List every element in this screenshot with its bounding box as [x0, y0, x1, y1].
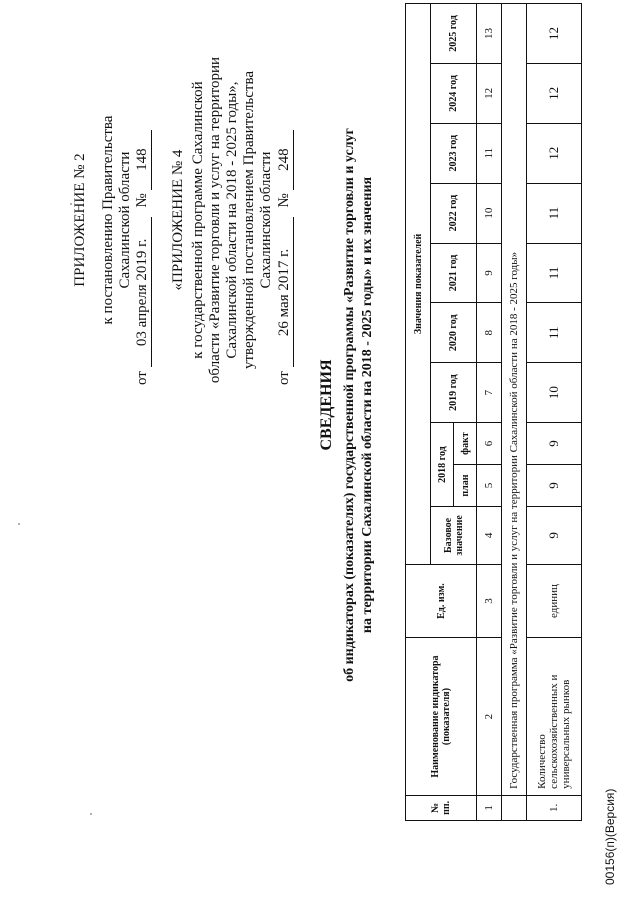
document-subtitle-line1: об индикаторах (показателях) государственной программы «Развитие торговли и услуг [342, 128, 357, 682]
number-label: № [276, 193, 292, 208]
header-year: 2019 год [431, 363, 477, 423]
appendix-line2: Сахалинской области [117, 151, 133, 289]
column-number: 11 [477, 123, 502, 183]
row-value-year: 10 [527, 363, 582, 423]
from-label: от [276, 371, 292, 385]
column-number-row [477, 4, 502, 821]
column-number: 9 [477, 243, 502, 303]
footer-stamp: 00156(п)(Версия) [603, 788, 617, 885]
header-values-group: Значения показателей [406, 4, 431, 565]
attachment-line5: Сахалинской области [258, 151, 274, 289]
header-year: 2020 год [431, 303, 477, 363]
row-value-year: 12 [527, 63, 582, 123]
attachment-title: «ПРИЛОЖЕНИЕ № 4 [170, 149, 186, 291]
table-row [527, 4, 582, 821]
column-number: 4 [477, 507, 502, 565]
header-plan: план [454, 465, 477, 507]
attachment-line2: области «Развитие торговли и услуг на территории [207, 56, 223, 384]
column-number: 6 [477, 423, 502, 465]
from-label: от [134, 371, 150, 385]
header-year: 2024 год [431, 63, 477, 123]
row-value-year: 12 [527, 123, 582, 183]
attachment-line1: к государственной программе Сахалинской [190, 81, 206, 359]
program-row-empty [502, 795, 527, 820]
attachment-number: 248 [276, 130, 294, 190]
header-num: № пп. [406, 795, 477, 820]
attachment-line4: утвержденной постановлением Правительства [241, 70, 257, 370]
appendix-line1: к постановлению Правительства [100, 115, 116, 325]
appendix-date-line [134, 55, 152, 385]
appendix-date: 03 апреля 2019 г. [134, 217, 152, 367]
header-name: Наименование индикатора (показателя) [406, 638, 477, 796]
column-number: 13 [477, 4, 502, 64]
program-title: Государственная программа «Развитие торговли и услуг на территории Сахалинской области на 2018 - 2025 годы» [502, 4, 527, 796]
column-number: 3 [477, 564, 502, 638]
row-value-fact: 9 [527, 423, 582, 465]
indicators-table [405, 3, 582, 821]
row-value-year: 11 [527, 303, 582, 363]
column-number: 8 [477, 303, 502, 363]
column-number: 5 [477, 465, 502, 507]
header-unit: Ед. изм. [406, 564, 477, 638]
program-row [502, 4, 527, 821]
row-num: 1. [527, 795, 582, 820]
scan-dot [18, 523, 20, 525]
column-number: 7 [477, 363, 502, 423]
document-subtitle-line2: на территории Сахалинской области на 2018 - 2025 годы» и их значения [360, 176, 375, 634]
header-fact: факт [454, 423, 477, 465]
table-header-row-1 [406, 4, 431, 821]
column-number: 10 [477, 183, 502, 243]
header-year: 2022 год [431, 183, 477, 243]
row-value-base: 9 [527, 507, 582, 565]
appendix-number: 148 [134, 130, 152, 190]
row-name: Количество сельскохозяйственных и универсальных рынков [527, 638, 582, 796]
attachment-line3: Сахалинской области на 2018 - 2025 годы», [224, 81, 240, 359]
row-value-year: 11 [527, 183, 582, 243]
row-value-plan: 9 [527, 465, 582, 507]
attachment-date: 26 мая 2017 г. [276, 217, 294, 367]
scan-dot [90, 813, 92, 815]
header-year: 2025 год [431, 4, 477, 64]
appendix-title: ПРИЛОЖЕНИЕ № 2 [72, 153, 88, 287]
header-base: Базовое значение [431, 507, 477, 565]
header-2018: 2018 год [431, 423, 454, 507]
header-year: 2023 год [431, 123, 477, 183]
header-year: 2021 год [431, 243, 477, 303]
column-number: 1 [477, 795, 502, 820]
column-number: 2 [477, 638, 502, 796]
row-value-year: 12 [527, 4, 582, 64]
column-number: 12 [477, 63, 502, 123]
number-label: № [134, 193, 150, 208]
attachment-date-line [276, 55, 294, 385]
scan-dot [70, 203, 72, 205]
row-value-year: 11 [527, 243, 582, 303]
row-unit: единиц [527, 564, 582, 638]
document-title: СВЕДЕНИЯ [318, 359, 335, 451]
